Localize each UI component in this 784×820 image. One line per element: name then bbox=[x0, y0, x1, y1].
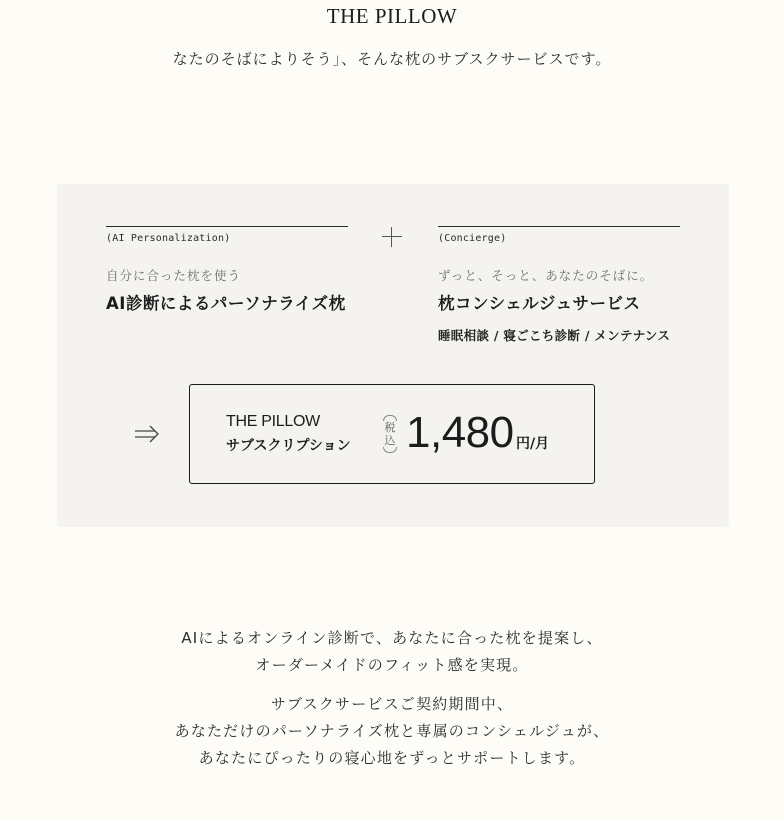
description-line: サブスクサービスご契約期間中、 bbox=[270, 695, 514, 713]
page-title: THE PILLOW bbox=[326, 4, 458, 28]
feature-concierge bbox=[438, 226, 680, 344]
features-panel bbox=[57, 184, 729, 527]
description-line: あなただけのパーソナライズ枕と専属のコンシェルジュが、 bbox=[174, 722, 610, 740]
divider bbox=[438, 226, 680, 227]
description-line: AIによるオンライン診断で、あなたに合った枕を提案し、 bbox=[181, 629, 603, 647]
tagline: なたのそばによりそう」、そんな枕のサブスクサービスです。 bbox=[172, 50, 612, 68]
feature-subtitle: 自分に合った枕を使う bbox=[106, 268, 242, 283]
tax-char-bottom: 込 bbox=[384, 434, 396, 447]
price-box bbox=[189, 384, 595, 484]
feature-label-en: (AI Personalization) bbox=[106, 233, 231, 244]
description-paragraph-1 bbox=[0, 625, 784, 679]
feature-services: 睡眠相談 / 寝ごこち診断 / メンテナンス bbox=[438, 328, 671, 343]
tax-included-label bbox=[383, 415, 397, 453]
feature-ai-personalization bbox=[106, 226, 348, 314]
double-arrow-right-icon bbox=[133, 422, 161, 446]
divider bbox=[106, 226, 348, 227]
feature-title: AI診断によるパーソナライズ枕 bbox=[106, 294, 346, 313]
feature-label-en: (Concierge) bbox=[438, 233, 507, 244]
feature-title: 枕コンシェルジュサービス bbox=[438, 294, 641, 313]
price-value: 1,480 bbox=[406, 408, 514, 457]
plan-name: サブスクリプション bbox=[226, 438, 351, 454]
price-unit: 円/月 bbox=[516, 436, 550, 452]
feature-subtitle: ずっと、そっと、あなたのそばに。 bbox=[438, 268, 654, 283]
description-line: オーダーメイドのフィット感を実現。 bbox=[255, 656, 529, 674]
plus-icon bbox=[381, 226, 403, 248]
description-line: あなたにぴったりの寝心地をずっとサポートします。 bbox=[198, 749, 586, 767]
tax-char-top: 税 bbox=[384, 421, 396, 434]
description-paragraph-2 bbox=[0, 691, 784, 772]
brand-name: THE PILLOW bbox=[226, 413, 320, 430]
